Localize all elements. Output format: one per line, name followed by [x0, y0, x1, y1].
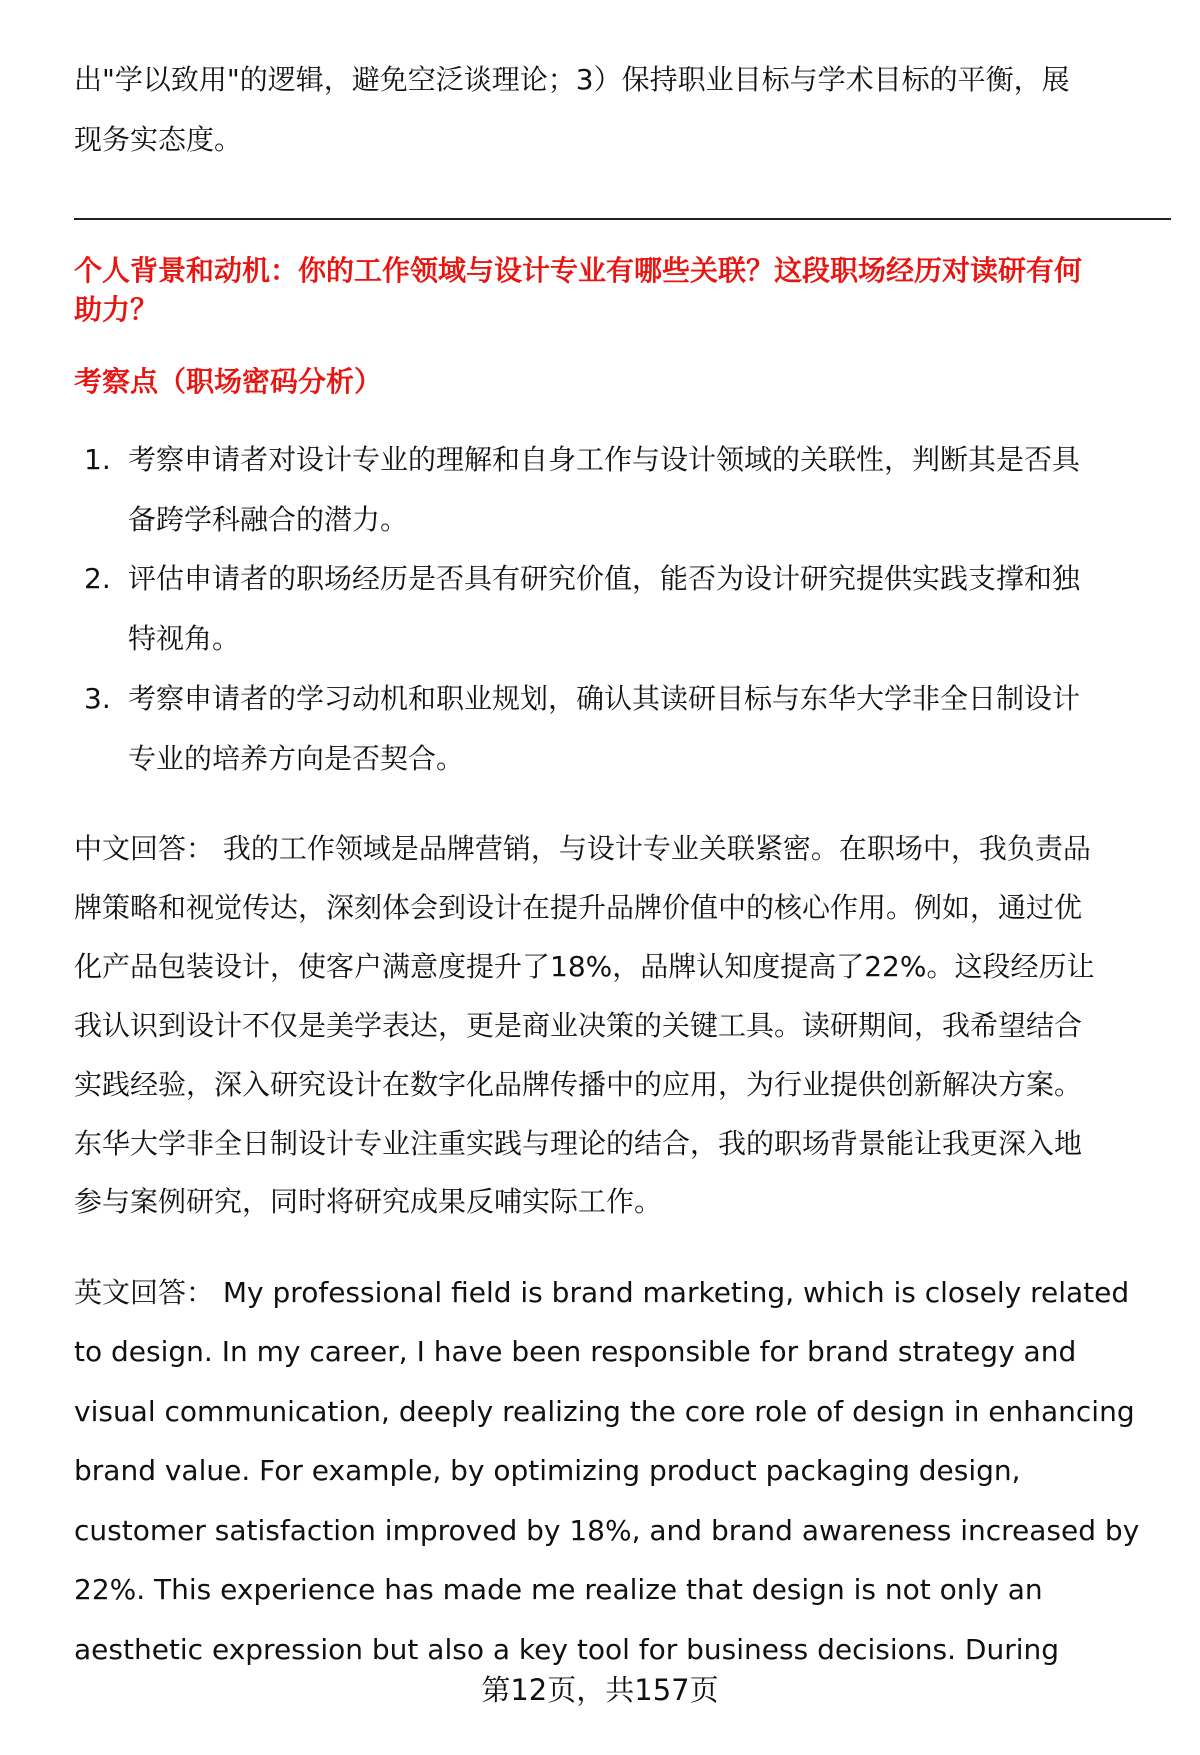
en-answer-line: 英文回答： My professional field is brand marketing, which is closely related [74, 1276, 1130, 1309]
cn-answer-line: 化产品包装设计，使客户满意度提升了18%，品牌认知度提高了22%。这段经历让 [74, 950, 1095, 983]
cn-answer-line: 中文回答： 我的工作领域是品牌营销，与设计专业关联紧密。在职场中，我负责品 [74, 832, 1091, 865]
list-item: 专业的培养方向是否契合。 [128, 742, 465, 775]
intro-line: 出"学以致用"的逻辑，避免空泛谈理论；3）保持职业目标与学术目标的平衡，展 [74, 63, 1070, 96]
list-number: 2. [84, 562, 111, 595]
list-item: 备跨学科融合的潜力。 [128, 503, 409, 536]
cn-answer-line: 实践经验，深入研究设计在数字化品牌传播中的应用，为行业提供创新解决方案。 [74, 1068, 1083, 1101]
list-item: 考察申请者对设计专业的理解和自身工作与设计领域的关联性，判断其是否具 [128, 443, 1081, 476]
cn-answer-line: 我认识到设计不仅是美学表达，更是商业决策的关键工具。读研期间，我希望结合 [74, 1009, 1083, 1042]
cn-answer-line: 参与案例研究，同时将研究成果反哺实际工作。 [74, 1185, 663, 1218]
en-answer-line: 22%. This experience has made me realize that design is not only an [74, 1573, 1043, 1606]
cn-answer-line: 牌策略和视觉传达，深刻体会到设计在提升品牌价值中的核心作用。例如，通过优 [74, 891, 1083, 924]
page-number: 第12页，共157页 [481, 1673, 719, 1707]
list-number: 3. [84, 682, 111, 715]
question-heading: 助力？ [74, 293, 159, 326]
list-item: 评估申请者的职场经历是否具有研究价值，能否为设计研究提供实践支撑和独 [128, 562, 1081, 595]
intro-line: 现务实态度。 [74, 123, 243, 156]
cn-answer-line: 东华大学非全日制设计专业注重实践与理论的结合，我的职场背景能让我更深入地 [74, 1127, 1083, 1160]
points-title: 考察点（职场密码分析） [74, 365, 383, 398]
en-answer-line: to design. In my career, I have been responsible for brand strategy and [74, 1335, 1077, 1368]
list-item: 考察申请者的学习动机和职业规划，确认其读研目标与东华大学非全日制设计 [128, 682, 1081, 715]
en-answer-line: aesthetic expression but also a key tool for business decisions. During [74, 1633, 1060, 1666]
en-answer-line: visual communication, deeply realizing the core role of design in enhancing [74, 1395, 1135, 1428]
en-answer-line: brand value. For example, by optimizing product packaging design, [74, 1454, 1021, 1487]
en-answer-line: customer satisfaction improved by 18%, and brand awareness increased by [74, 1514, 1140, 1547]
divider [74, 218, 1171, 220]
list-item: 特视角。 [128, 622, 241, 655]
question-heading: 个人背景和动机：你的工作领域与设计专业有哪些关联？这段职场经历对读研有何 [74, 254, 1083, 287]
list-number: 1. [84, 443, 111, 476]
